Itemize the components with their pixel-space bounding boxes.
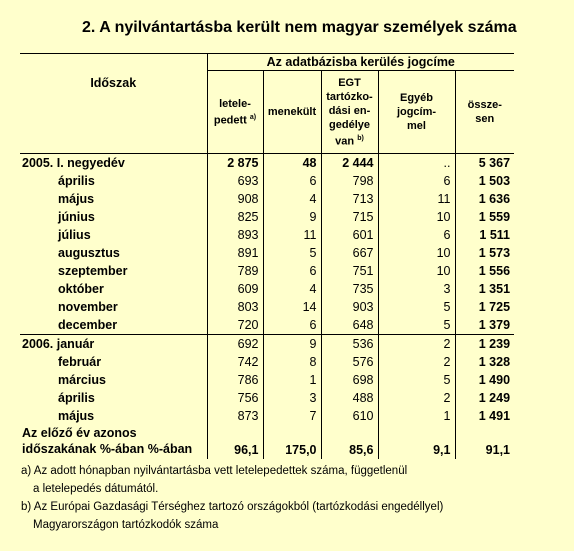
- value-cell: 488: [321, 389, 378, 407]
- column-header-line: van: [335, 135, 355, 148]
- table-row: [20, 335, 514, 354]
- value-cell: 11: [378, 190, 455, 208]
- table-row: [20, 407, 514, 425]
- value-cell: 742: [237, 355, 259, 369]
- group-header: Az adatbázisba kerülés jogcíme: [207, 54, 514, 71]
- summary-label-line2: időszakának %-ában %-ában: [22, 442, 193, 456]
- summary-label-line1: Az előző év azonos: [22, 426, 137, 440]
- period-cell: május: [20, 190, 207, 208]
- period-cell: október: [20, 280, 207, 298]
- period-cell: május: [20, 407, 207, 425]
- value-cell: 6: [263, 172, 321, 190]
- table-title: 2. A nyilvántartásba került nem magyar személyek száma: [82, 19, 517, 36]
- value-cell: 1 490: [455, 371, 514, 389]
- value-cell: 720: [237, 318, 259, 332]
- table-row: [20, 244, 514, 262]
- column-header-line: sen: [475, 113, 495, 125]
- footnote-b-line1: b) Az Európai Gazdasági Térséghez tartozó országokból (tartózkodási engedéllyel): [21, 501, 444, 513]
- value-cell: 609: [237, 282, 259, 296]
- value-cell: 8: [263, 353, 321, 371]
- column-header-line: menekült: [267, 106, 317, 118]
- period-cell: 2006. január: [20, 335, 207, 354]
- value-cell: 1 491: [455, 407, 514, 425]
- summary-label: [20, 425, 207, 459]
- footnote-marker: b): [357, 134, 364, 142]
- value-cell: 536: [321, 335, 378, 354]
- value-cell: 1 573: [455, 244, 514, 262]
- column-header-5: [455, 71, 514, 154]
- column-header-line: mel: [407, 120, 426, 132]
- column-header-line: dási en-: [328, 104, 371, 117]
- period-cell: november: [20, 298, 207, 316]
- value-cell: 5 367: [455, 154, 514, 173]
- value-cell: 1 511: [455, 226, 514, 244]
- value-cell: 692: [207, 335, 263, 354]
- value-cell: 576: [321, 353, 378, 371]
- value-cell: 667: [321, 244, 378, 262]
- period-cell: április: [20, 172, 207, 190]
- value-cell: 1 503: [455, 172, 514, 190]
- column-header-line: pedett: [213, 114, 247, 127]
- column-header-line: letele-: [219, 97, 251, 110]
- table-row: [20, 226, 514, 244]
- value-cell: 798: [321, 172, 378, 190]
- value-cell: 803: [237, 300, 259, 314]
- value-cell: 908: [237, 192, 259, 206]
- value-cell: 715: [321, 208, 378, 226]
- value-cell: 9: [263, 335, 321, 354]
- value-cell: 14: [263, 298, 321, 316]
- value-cell: 6: [263, 316, 321, 335]
- summary-value: 96,1: [234, 443, 259, 457]
- value-cell: 6: [378, 172, 455, 190]
- period-cell: augusztus: [20, 244, 207, 262]
- value-cell: 786: [237, 373, 259, 387]
- value-cell: 3: [263, 389, 321, 407]
- value-cell: 1 351: [455, 280, 514, 298]
- column-header-line: tartózko-: [326, 90, 373, 103]
- value-cell: 1 328: [455, 353, 514, 371]
- value-cell: 1: [263, 371, 321, 389]
- period-cell: április: [20, 389, 207, 407]
- column-header-line: Egyéb: [399, 92, 433, 104]
- value-cell: 1 725: [455, 298, 514, 316]
- table-row: [20, 353, 514, 371]
- value-cell: 698: [321, 371, 378, 389]
- period-cell: június: [20, 208, 207, 226]
- column-header-3: [321, 71, 378, 154]
- value-cell: 9: [263, 208, 321, 226]
- data-table: [20, 53, 514, 459]
- value-cell: 2: [378, 335, 455, 354]
- value-cell: 5: [378, 298, 455, 316]
- value-cell: 610: [321, 407, 378, 425]
- value-cell: 693: [237, 174, 259, 188]
- value-cell: 751: [321, 262, 378, 280]
- table-row: [20, 298, 514, 316]
- summary-value: 175,0: [263, 425, 321, 459]
- table-row: [20, 172, 514, 190]
- value-cell: 789: [237, 264, 259, 278]
- value-cell: 873: [237, 409, 259, 423]
- value-cell: 5: [378, 371, 455, 389]
- value-cell: 648: [321, 316, 378, 335]
- value-cell: 5: [263, 244, 321, 262]
- table-body: [20, 154, 514, 460]
- value-cell: 756: [237, 391, 259, 405]
- column-header-1: [207, 71, 263, 154]
- value-cell: ..: [378, 154, 455, 173]
- value-cell: 6: [378, 226, 455, 244]
- column-header-line: gedélye: [329, 118, 370, 131]
- footnote-a-line1: a) Az adott hónapban nyilvántartásba vett letelepedettek száma, függetlenül: [21, 465, 408, 477]
- value-cell: 4: [263, 280, 321, 298]
- value-cell: 891: [237, 246, 259, 260]
- value-cell: 4: [263, 190, 321, 208]
- summary-value: 91,1: [455, 425, 514, 459]
- summary-row: [20, 425, 514, 459]
- value-cell: 6: [263, 262, 321, 280]
- value-cell: 10: [378, 208, 455, 226]
- table-row: [20, 190, 514, 208]
- table-row: [20, 316, 514, 335]
- column-header-2: [263, 71, 321, 154]
- value-cell: 893: [237, 228, 259, 242]
- footnote-b-line2: Magyarországon tartózkodók száma: [33, 519, 219, 531]
- value-cell: 1 239: [455, 335, 514, 354]
- value-cell: 1: [378, 407, 455, 425]
- footnotes: [21, 462, 541, 534]
- value-cell: 5: [378, 316, 455, 335]
- value-cell: 735: [321, 280, 378, 298]
- period-cell: március: [20, 371, 207, 389]
- period-cell: szeptember: [20, 262, 207, 280]
- value-cell: 713: [321, 190, 378, 208]
- value-cell: 1 559: [455, 208, 514, 226]
- value-cell: 903: [321, 298, 378, 316]
- value-cell: 825: [237, 210, 259, 224]
- value-cell: 7: [263, 407, 321, 425]
- footnote-marker: a): [249, 113, 257, 121]
- period-cell: február: [20, 353, 207, 371]
- period-cell: december: [20, 316, 207, 335]
- value-cell: 2: [378, 389, 455, 407]
- column-header-4: [378, 71, 455, 154]
- period-header: Időszak: [20, 54, 207, 154]
- value-cell: 2 875: [227, 156, 259, 170]
- table-row: [20, 371, 514, 389]
- column-header-line: jogcím-: [396, 106, 437, 118]
- period-cell: 2005. I. negyedév: [20, 154, 207, 173]
- value-cell: 48: [263, 154, 321, 173]
- table-row: [20, 208, 514, 226]
- value-cell: 11: [263, 226, 321, 244]
- table-row: [20, 280, 514, 298]
- table-row: [20, 389, 514, 407]
- summary-value: 9,1: [378, 425, 455, 459]
- value-cell: 1 249: [455, 389, 514, 407]
- table-row: [20, 154, 514, 173]
- value-cell: 10: [378, 244, 455, 262]
- column-header-line: össze-: [467, 99, 502, 111]
- value-cell: 1 379: [455, 316, 514, 335]
- value-cell: 1 636: [455, 190, 514, 208]
- value-cell: 601: [321, 226, 378, 244]
- value-cell: 2 444: [321, 154, 378, 173]
- summary-value: 85,6: [321, 425, 378, 459]
- column-header-line: EGT: [338, 76, 361, 89]
- footnote-a-line2: a letelepedés dátumától.: [33, 483, 159, 495]
- table-row: [20, 262, 514, 280]
- period-cell: július: [20, 226, 207, 244]
- value-cell: 2: [378, 353, 455, 371]
- value-cell: 3: [378, 280, 455, 298]
- value-cell: 10: [378, 262, 455, 280]
- value-cell: 1 556: [455, 262, 514, 280]
